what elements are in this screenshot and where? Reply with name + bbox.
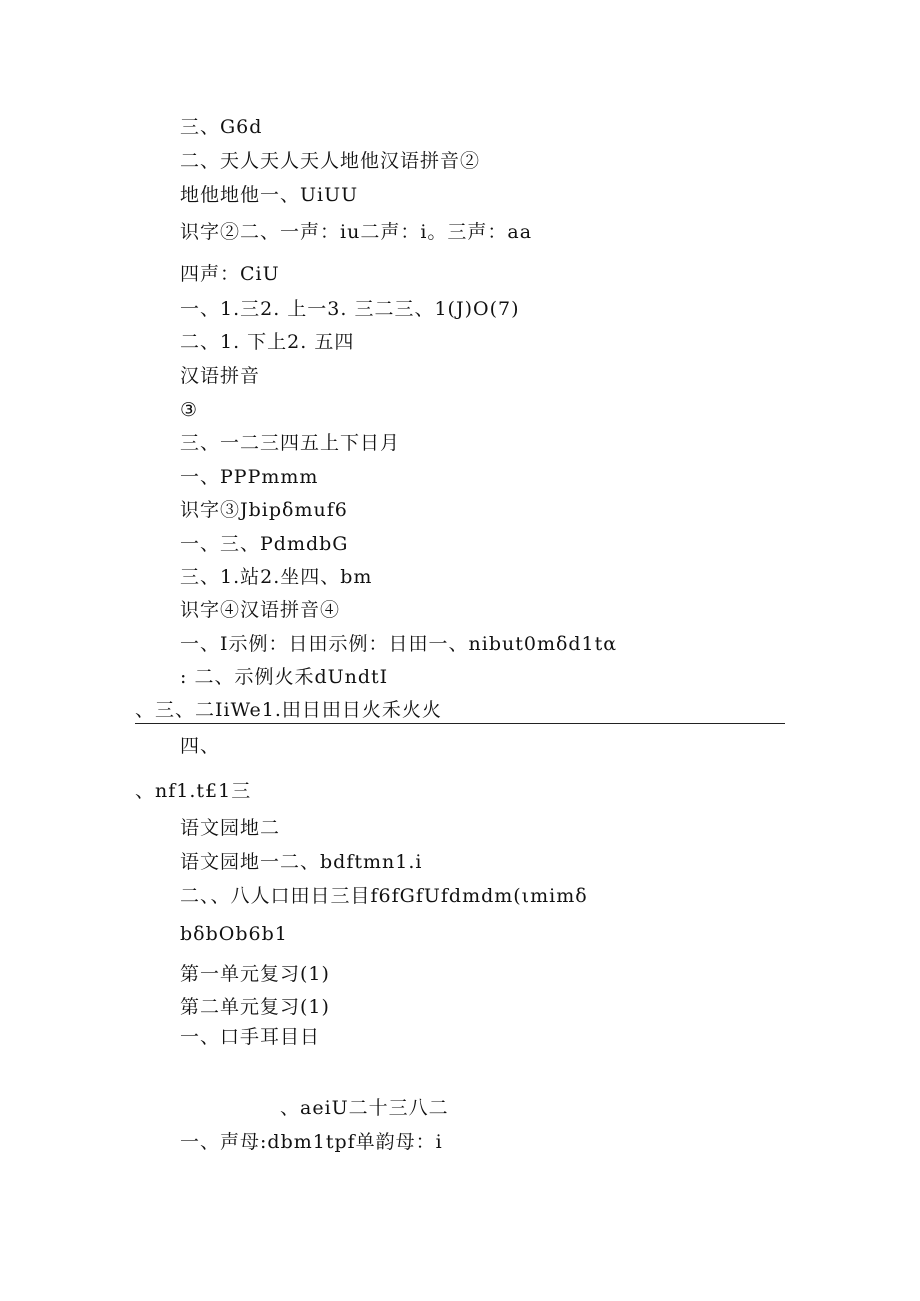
text-line: : 二、示例火禾dUndtI bbox=[180, 666, 389, 688]
text-line: 识字③Jbipδmuf6 bbox=[180, 499, 348, 521]
text-line: 一、三、PdmdbG bbox=[180, 533, 349, 555]
text-line: 、aeiU二十三八二 bbox=[280, 1097, 449, 1119]
text-line: 地他地他一、UiUU bbox=[180, 184, 359, 206]
text-line: 四声：CiU bbox=[180, 263, 280, 285]
text-line: 一、I示例：日田示例：日田一、nibut0mδd1tα bbox=[180, 633, 618, 655]
text-line: 三、G6d bbox=[180, 116, 263, 138]
text-line: 汉语拼音 bbox=[180, 365, 261, 387]
text-line: ③ bbox=[180, 399, 199, 421]
text-line: 语文园地二 bbox=[180, 817, 281, 839]
text-line: 三、一二三四五上下日月 bbox=[180, 432, 401, 454]
text-line: 第一单元复习(1) bbox=[180, 963, 330, 985]
text-line: 一、PPPmmm bbox=[180, 466, 319, 488]
text-line: 一、口手耳目日 bbox=[180, 1026, 321, 1048]
text-line: 一、1.三2. 上一3. 三二三、1(J)O(7) bbox=[180, 298, 520, 320]
text-line: 识字②二、一声：iu二声：i。三声：aa bbox=[180, 221, 533, 243]
text-line: 二、1. 下上2. 五四 bbox=[180, 331, 355, 353]
text-line: 二、、八人口田日三目f6fGfUfdmdm(ιmimδ bbox=[180, 885, 588, 907]
text-line: bδbOb6b1 bbox=[180, 923, 288, 945]
horizontal-rule bbox=[135, 723, 785, 724]
text-line: 第二单元复习(1) bbox=[180, 996, 330, 1018]
text-line: 一、声母:dbm1tpf单韵母：i bbox=[180, 1131, 443, 1153]
text-line: 识字④汉语拼音④ bbox=[180, 599, 341, 621]
text-line: 、三、二IiWe1.田日田日火禾火火 bbox=[135, 699, 442, 721]
text-line: 四、 bbox=[180, 735, 221, 757]
text-line: 语文园地一二、bdftmn1.i bbox=[180, 851, 423, 873]
text-line: 二、天人天人天人地他汉语拼音② bbox=[180, 150, 481, 172]
text-line: 、nf1.t£1三 bbox=[135, 780, 252, 802]
text-line: 三、1.站2.坐四、bm bbox=[180, 566, 373, 588]
